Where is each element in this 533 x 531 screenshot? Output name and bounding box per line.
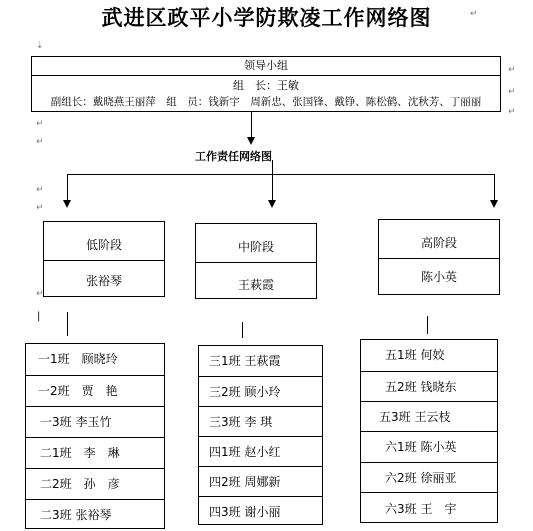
paragraph-mark-icon: ↵ bbox=[36, 119, 44, 129]
page-title: 武进区政平小学防欺凌工作网络图 bbox=[101, 5, 432, 30]
class-row: 四1班 赵小红 bbox=[199, 436, 322, 467]
paragraph-mark-icon: ↵ bbox=[36, 137, 44, 147]
paragraph-mark-icon: ↵ bbox=[470, 9, 478, 19]
segment-leader: 张裕琴 bbox=[85, 274, 122, 288]
class-list-low bbox=[25, 343, 165, 529]
class-row: 四2班 周娜新 bbox=[199, 466, 322, 497]
connector-line bbox=[251, 112, 252, 138]
class-row: 一3班 李玉竹 bbox=[26, 406, 164, 438]
segment-box-high bbox=[378, 219, 500, 295]
paragraph-mark-icon: ↵ bbox=[508, 107, 516, 117]
paragraph-mark-icon: ↵ bbox=[508, 65, 516, 75]
paragraph-mark-icon: ⇣ bbox=[36, 41, 44, 51]
segment-leader: 陈小英 bbox=[420, 270, 457, 284]
branch-line bbox=[67, 174, 494, 175]
class-row: 一2班 贾 艳 bbox=[26, 375, 164, 407]
segment-name: 低阶段 bbox=[85, 238, 122, 252]
leadership-group-box bbox=[31, 56, 501, 112]
class-row: 三1班 王萩霞 bbox=[209, 354, 281, 368]
paragraph-mark-icon: ↵ bbox=[508, 87, 516, 97]
leadership-group-header: 领导小组 bbox=[32, 57, 500, 76]
class-row: 二2班 孙 彦 bbox=[26, 468, 164, 500]
class-row: 三3班 李 琪 bbox=[199, 406, 322, 437]
connector-line bbox=[427, 316, 428, 334]
arrow-down-icon bbox=[268, 200, 276, 208]
segment-box-low bbox=[43, 221, 165, 297]
connector-line bbox=[67, 174, 68, 200]
class-row: 三2班 顾小玲 bbox=[199, 376, 322, 407]
segment-leader: 王萩霞 bbox=[237, 278, 274, 292]
paragraph-mark-icon: ↵ bbox=[36, 289, 44, 299]
segment-box-middle bbox=[195, 223, 317, 299]
class-row: 二3班 张裕琴 bbox=[26, 499, 164, 531]
paragraph-mark-icon: ↵ bbox=[36, 185, 44, 195]
class-row: 五1班 何姣 bbox=[385, 348, 445, 362]
class-list-high bbox=[360, 339, 498, 523]
segment-name: 高阶段 bbox=[420, 236, 457, 250]
arrow-down-icon bbox=[63, 200, 71, 208]
connector-line bbox=[272, 160, 273, 174]
class-list-middle bbox=[198, 345, 323, 525]
connector-line bbox=[67, 312, 68, 336]
class-row: 六3班 王 宇 bbox=[361, 492, 497, 525]
arrow-down-icon bbox=[247, 137, 255, 145]
segment-name: 中阶段 bbox=[237, 240, 274, 254]
group-leader-line: 组 长：王敏 bbox=[233, 79, 299, 92]
class-row: 二1班 李 琳 bbox=[26, 437, 164, 469]
connector-line bbox=[494, 174, 495, 200]
deputy-members-line: 副组长：戴晓燕王丽萍 组 员：钱新宇 周新忠、张国锋、戴铮、陈松鹤、沈秋芳、丁丽丽 bbox=[50, 96, 482, 108]
paragraph-mark-icon: ↵ bbox=[36, 203, 44, 213]
connector-line bbox=[272, 174, 273, 200]
arrow-down-icon bbox=[490, 200, 498, 208]
connector-line bbox=[242, 322, 243, 338]
class-row: 五2班 钱晓东 bbox=[361, 371, 497, 402]
class-row: 六2班 徐丽亚 bbox=[361, 462, 497, 493]
network-title: 工作责任网络图 bbox=[195, 150, 272, 163]
class-row: 一1班 顾晓玲 bbox=[38, 352, 118, 366]
class-row: 六1班 陈小英 bbox=[361, 431, 497, 463]
text-cursor-icon: | bbox=[37, 311, 41, 322]
class-row: 四3班 谢小丽 bbox=[199, 496, 322, 527]
class-row: 五3班 王云枝 bbox=[361, 401, 497, 432]
